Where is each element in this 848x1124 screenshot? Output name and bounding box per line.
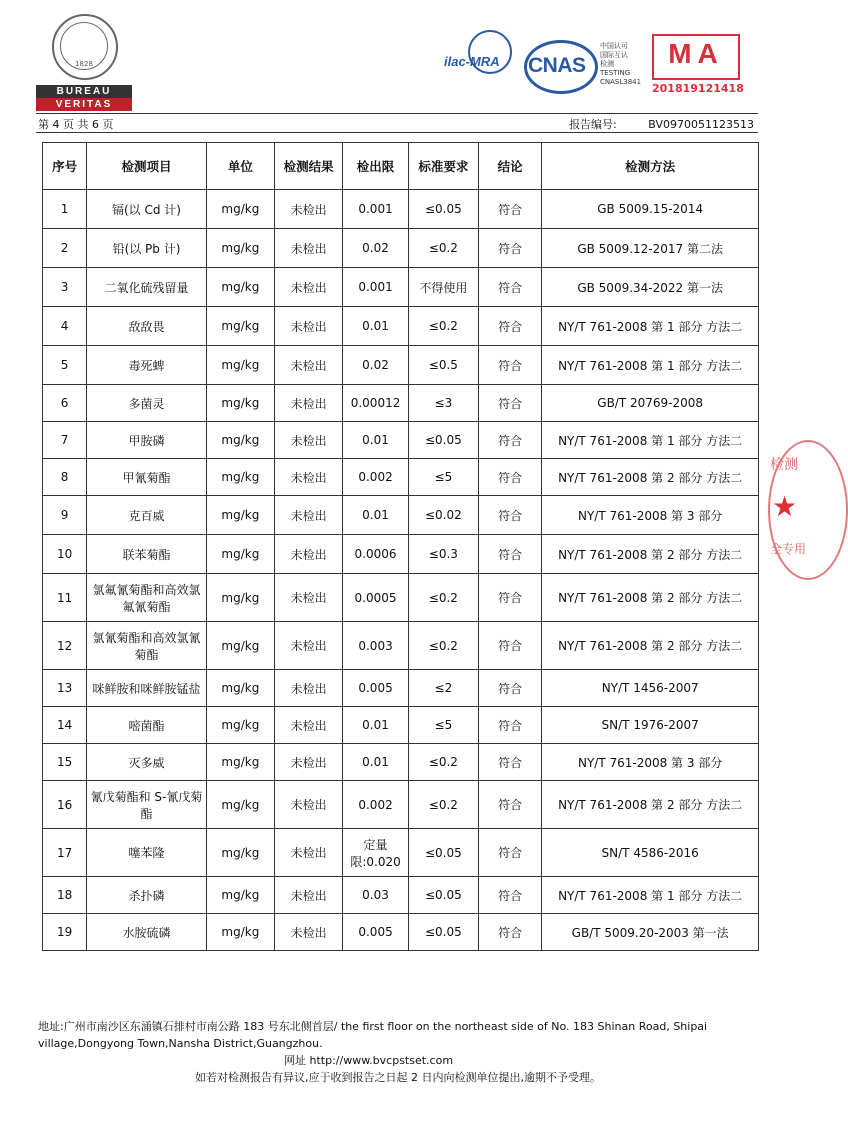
- cell-limit: 0.0006: [343, 535, 409, 574]
- cell-conclusion: 符合: [478, 535, 541, 574]
- header-rule-2: [36, 132, 758, 133]
- cell-limit: 0.005: [343, 914, 409, 951]
- cell-result: 未检出: [274, 422, 342, 459]
- cell-limit: 0.01: [343, 744, 409, 781]
- cell-result: 未检出: [274, 307, 342, 346]
- col-header-unit: 单位: [206, 143, 274, 190]
- cell-no: 14: [43, 707, 87, 744]
- cell-no: 8: [43, 459, 87, 496]
- cell-limit: 0.0005: [343, 574, 409, 622]
- table-row: [43, 622, 759, 670]
- report-number-value: BV0970051123513: [648, 118, 754, 131]
- cell-conclusion: 符合: [478, 385, 541, 422]
- cell-limit: 0.01: [343, 307, 409, 346]
- cnas-text: CNAS: [528, 54, 586, 77]
- cell-no: 17: [43, 829, 87, 877]
- cell-no: 11: [43, 574, 87, 622]
- cell-no: 1: [43, 190, 87, 229]
- cell-method: NY/T 761-2008 第 2 部分 方法二: [542, 535, 759, 574]
- cell-conclusion: 符合: [478, 496, 541, 535]
- cell-limit: 0.02: [343, 229, 409, 268]
- cell-item: 联苯菊酯: [87, 535, 207, 574]
- cell-unit: mg/kg: [206, 190, 274, 229]
- cell-item: 敌敌畏: [87, 307, 207, 346]
- cell-no: 3: [43, 268, 87, 307]
- table-row: [43, 268, 759, 307]
- cell-result: 未检出: [274, 744, 342, 781]
- cell-limit: 0.01: [343, 496, 409, 535]
- cell-result: 未检出: [274, 535, 342, 574]
- cell-unit: mg/kg: [206, 422, 274, 459]
- table-header-row: [43, 143, 759, 190]
- cell-item: 嘧菌酯: [87, 707, 207, 744]
- cell-limit: 0.005: [343, 670, 409, 707]
- cell-result: 未检出: [274, 622, 342, 670]
- table-row: [43, 829, 759, 877]
- cell-unit: mg/kg: [206, 707, 274, 744]
- cell-standard: ≤0.2: [408, 622, 478, 670]
- footer-website[interactable]: 网址 http://www.bvcpstset.com: [284, 1054, 454, 1067]
- cell-unit: mg/kg: [206, 346, 274, 385]
- cell-unit: mg/kg: [206, 268, 274, 307]
- cell-item: 杀扑磷: [87, 877, 207, 914]
- cell-result: 未检出: [274, 707, 342, 744]
- cell-item: 多菌灵: [87, 385, 207, 422]
- cell-no: 19: [43, 914, 87, 951]
- cell-limit: 0.00012: [343, 385, 409, 422]
- cell-result: 未检出: [274, 877, 342, 914]
- cell-conclusion: 符合: [478, 781, 541, 829]
- cell-unit: mg/kg: [206, 670, 274, 707]
- cell-unit: mg/kg: [206, 535, 274, 574]
- cell-unit: mg/kg: [206, 574, 274, 622]
- test-results-table: [42, 142, 759, 951]
- cell-result: 未检出: [274, 190, 342, 229]
- cell-conclusion: 符合: [478, 914, 541, 951]
- cell-result: 未检出: [274, 385, 342, 422]
- cell-method: GB/T 20769-2008: [542, 385, 759, 422]
- bureau-veritas-logo: [36, 14, 132, 110]
- cell-method: NY/T 1456-2007: [542, 670, 759, 707]
- col-header-no: 序号: [43, 143, 87, 190]
- cell-result: 未检出: [274, 229, 342, 268]
- cell-unit: mg/kg: [206, 914, 274, 951]
- stamp-text-top: 检测: [770, 457, 798, 473]
- cell-item: 氰戊菊酯和 S-氰戊菊酯: [87, 781, 207, 829]
- table-row: [43, 346, 759, 385]
- cell-method: NY/T 761-2008 第 1 部分 方法二: [542, 422, 759, 459]
- table-row: [43, 744, 759, 781]
- cell-conclusion: 符合: [478, 670, 541, 707]
- col-header-standard: 标准要求: [408, 143, 478, 190]
- cell-item: 甲胺磷: [87, 422, 207, 459]
- cell-item: 噻苯隆: [87, 829, 207, 877]
- cell-unit: mg/kg: [206, 781, 274, 829]
- cell-item: 二氧化硫残留量: [87, 268, 207, 307]
- cell-item: 氯氰菊酯和高效氯氰菊酯: [87, 622, 207, 670]
- ilac-mra-logo: [444, 30, 518, 98]
- cell-conclusion: 符合: [478, 744, 541, 781]
- ma-number: 201819121418: [652, 82, 744, 95]
- cell-method: GB 5009.15-2014: [542, 190, 759, 229]
- cell-result: 未检出: [274, 670, 342, 707]
- report-number-label: 报告编号:: [569, 118, 617, 131]
- cell-limit: 0.001: [343, 190, 409, 229]
- cell-standard: 不得使用: [408, 268, 478, 307]
- cell-standard: ≤5: [408, 459, 478, 496]
- table-row: [43, 914, 759, 951]
- ma-text: MA: [668, 38, 724, 69]
- cell-standard: ≤0.2: [408, 744, 478, 781]
- cnas-logo: [524, 30, 654, 98]
- cell-method: NY/T 761-2008 第 2 部分 方法二: [542, 622, 759, 670]
- cell-conclusion: 符合: [478, 346, 541, 385]
- cell-limit: 0.02: [343, 346, 409, 385]
- cell-standard: ≤0.2: [408, 307, 478, 346]
- table-row: [43, 574, 759, 622]
- cell-unit: mg/kg: [206, 829, 274, 877]
- header-rule: [36, 113, 758, 114]
- cell-standard: ≤0.05: [408, 914, 478, 951]
- cell-item: 咪鲜胺和咪鲜胺锰盐: [87, 670, 207, 707]
- col-header-method: 检测方法: [542, 143, 759, 190]
- cell-conclusion: 符合: [478, 459, 541, 496]
- cma-logo: [652, 30, 744, 98]
- cell-conclusion: 符合: [478, 829, 541, 877]
- cell-conclusion: 符合: [478, 307, 541, 346]
- cell-standard: ≤0.02: [408, 496, 478, 535]
- cell-limit: 0.003: [343, 622, 409, 670]
- cell-unit: mg/kg: [206, 622, 274, 670]
- cell-method: NY/T 761-2008 第 2 部分 方法二: [542, 574, 759, 622]
- cell-item: 甲氰菊酯: [87, 459, 207, 496]
- cell-result: 未检出: [274, 496, 342, 535]
- cell-result: 未检出: [274, 914, 342, 951]
- cell-method: SN/T 4586-2016: [542, 829, 759, 877]
- red-stamp: [768, 440, 808, 580]
- cell-result: 未检出: [274, 829, 342, 877]
- table-row: [43, 496, 759, 535]
- cell-result: 未检出: [274, 574, 342, 622]
- cell-standard: ≤0.2: [408, 229, 478, 268]
- col-header-conclusion: 结论: [478, 143, 541, 190]
- cell-method: NY/T 761-2008 第 2 部分 方法二: [542, 781, 759, 829]
- cell-no: 18: [43, 877, 87, 914]
- cnas-side-text: 中国认可 国际互认 检测 TESTING CNASL3841: [600, 42, 642, 86]
- cell-result: 未检出: [274, 346, 342, 385]
- footer-address: 地址:广州市南沙区东涌镇石排村市南公路 183 号东北侧首层/ the first floor on the northeast side of No. 183 Shinan Road, Shipai village,Dongyong Town,Nansha District,Guangzhou.: [38, 1020, 708, 1050]
- cell-standard: ≤0.05: [408, 877, 478, 914]
- cell-conclusion: 符合: [478, 574, 541, 622]
- cell-item: 灭多威: [87, 744, 207, 781]
- cell-result: 未检出: [274, 268, 342, 307]
- cell-unit: mg/kg: [206, 459, 274, 496]
- cell-limit: 0.03: [343, 877, 409, 914]
- table-row: [43, 781, 759, 829]
- cell-conclusion: 符合: [478, 622, 541, 670]
- cell-unit: mg/kg: [206, 744, 274, 781]
- cell-method: NY/T 761-2008 第 2 部分 方法二: [542, 459, 759, 496]
- table-row: [43, 190, 759, 229]
- cell-standard: ≤0.5: [408, 346, 478, 385]
- cell-unit: mg/kg: [206, 307, 274, 346]
- cell-limit: 0.002: [343, 781, 409, 829]
- cell-standard: ≤3: [408, 385, 478, 422]
- cell-method: NY/T 761-2008 第 3 部分: [542, 744, 759, 781]
- cell-limit: 0.002: [343, 459, 409, 496]
- table-row: [43, 307, 759, 346]
- table-row: [43, 385, 759, 422]
- cell-item: 镉(以 Cd 计): [87, 190, 207, 229]
- footer-note: 如若对检测报告有异议,应于收到报告之日起 2 日内向检测单位提出,逾期不予受理。: [195, 1071, 601, 1084]
- cell-method: GB 5009.34-2022 第一法: [542, 268, 759, 307]
- cell-no: 4: [43, 307, 87, 346]
- table-row: [43, 707, 759, 744]
- table-row: [43, 670, 759, 707]
- cell-result: 未检出: [274, 459, 342, 496]
- cell-no: 6: [43, 385, 87, 422]
- cell-method: NY/T 761-2008 第 1 部分 方法二: [542, 877, 759, 914]
- cell-conclusion: 符合: [478, 190, 541, 229]
- cell-standard: ≤0.05: [408, 422, 478, 459]
- cell-limit: 0.01: [343, 707, 409, 744]
- table-row: [43, 229, 759, 268]
- footer: [38, 1018, 758, 1086]
- cell-no: 16: [43, 781, 87, 829]
- cell-no: 9: [43, 496, 87, 535]
- cell-no: 15: [43, 744, 87, 781]
- cell-standard: ≤5: [408, 707, 478, 744]
- cell-method: NY/T 761-2008 第 3 部分: [542, 496, 759, 535]
- cell-standard: ≤0.3: [408, 535, 478, 574]
- cell-conclusion: 符合: [478, 422, 541, 459]
- ilac-text: ilac-MRA: [444, 54, 500, 69]
- cell-no: 7: [43, 422, 87, 459]
- cell-item: 氯氟氰菊酯和高效氯氟氰菊酯: [87, 574, 207, 622]
- cell-standard: ≤0.05: [408, 829, 478, 877]
- cell-conclusion: 符合: [478, 229, 541, 268]
- cell-method: NY/T 761-2008 第 1 部分 方法二: [542, 307, 759, 346]
- cell-no: 2: [43, 229, 87, 268]
- cell-method: SN/T 1976-2007: [542, 707, 759, 744]
- cell-method: GB/T 5009.20-2003 第一法: [542, 914, 759, 951]
- table-row: [43, 535, 759, 574]
- cell-unit: mg/kg: [206, 496, 274, 535]
- table-row: [43, 877, 759, 914]
- bv-year: 1828: [75, 60, 93, 68]
- cell-standard: ≤0.2: [408, 781, 478, 829]
- cell-unit: mg/kg: [206, 229, 274, 268]
- cell-no: 13: [43, 670, 87, 707]
- cell-standard: ≤0.05: [408, 190, 478, 229]
- cell-standard: ≤2: [408, 670, 478, 707]
- bv-seal-icon: [52, 14, 116, 84]
- cell-result: 未检出: [274, 781, 342, 829]
- cell-limit: 定量限:0.020: [343, 829, 409, 877]
- col-header-item: 检测项目: [87, 143, 207, 190]
- star-icon: ★: [772, 490, 798, 523]
- cell-conclusion: 符合: [478, 707, 541, 744]
- cell-item: 铅(以 Pb 计): [87, 229, 207, 268]
- cell-item: 水胺硫磷: [87, 914, 207, 951]
- cell-no: 10: [43, 535, 87, 574]
- cell-unit: mg/kg: [206, 877, 274, 914]
- cell-method: NY/T 761-2008 第 1 部分 方法二: [542, 346, 759, 385]
- cell-item: 毒死蜱: [87, 346, 207, 385]
- col-header-result: 检测结果: [274, 143, 342, 190]
- bv-name-line1: BUREAU: [36, 85, 132, 98]
- table-row: [43, 459, 759, 496]
- cell-standard: ≤0.2: [408, 574, 478, 622]
- col-header-limit: 检出限: [343, 143, 409, 190]
- cell-method: GB 5009.12-2017 第二法: [542, 229, 759, 268]
- cell-conclusion: 符合: [478, 877, 541, 914]
- stamp-text-bottom: 全专用: [770, 542, 807, 556]
- cell-item: 克百威: [87, 496, 207, 535]
- cell-no: 5: [43, 346, 87, 385]
- cell-unit: mg/kg: [206, 385, 274, 422]
- cell-no: 12: [43, 622, 87, 670]
- cell-limit: 0.001: [343, 268, 409, 307]
- report-number: [569, 116, 754, 132]
- bv-name-line2: VERITAS: [36, 98, 132, 111]
- cell-limit: 0.01: [343, 422, 409, 459]
- page-info: 第 4 页 共 6 页: [38, 118, 114, 131]
- table-row: [43, 422, 759, 459]
- cell-conclusion: 符合: [478, 268, 541, 307]
